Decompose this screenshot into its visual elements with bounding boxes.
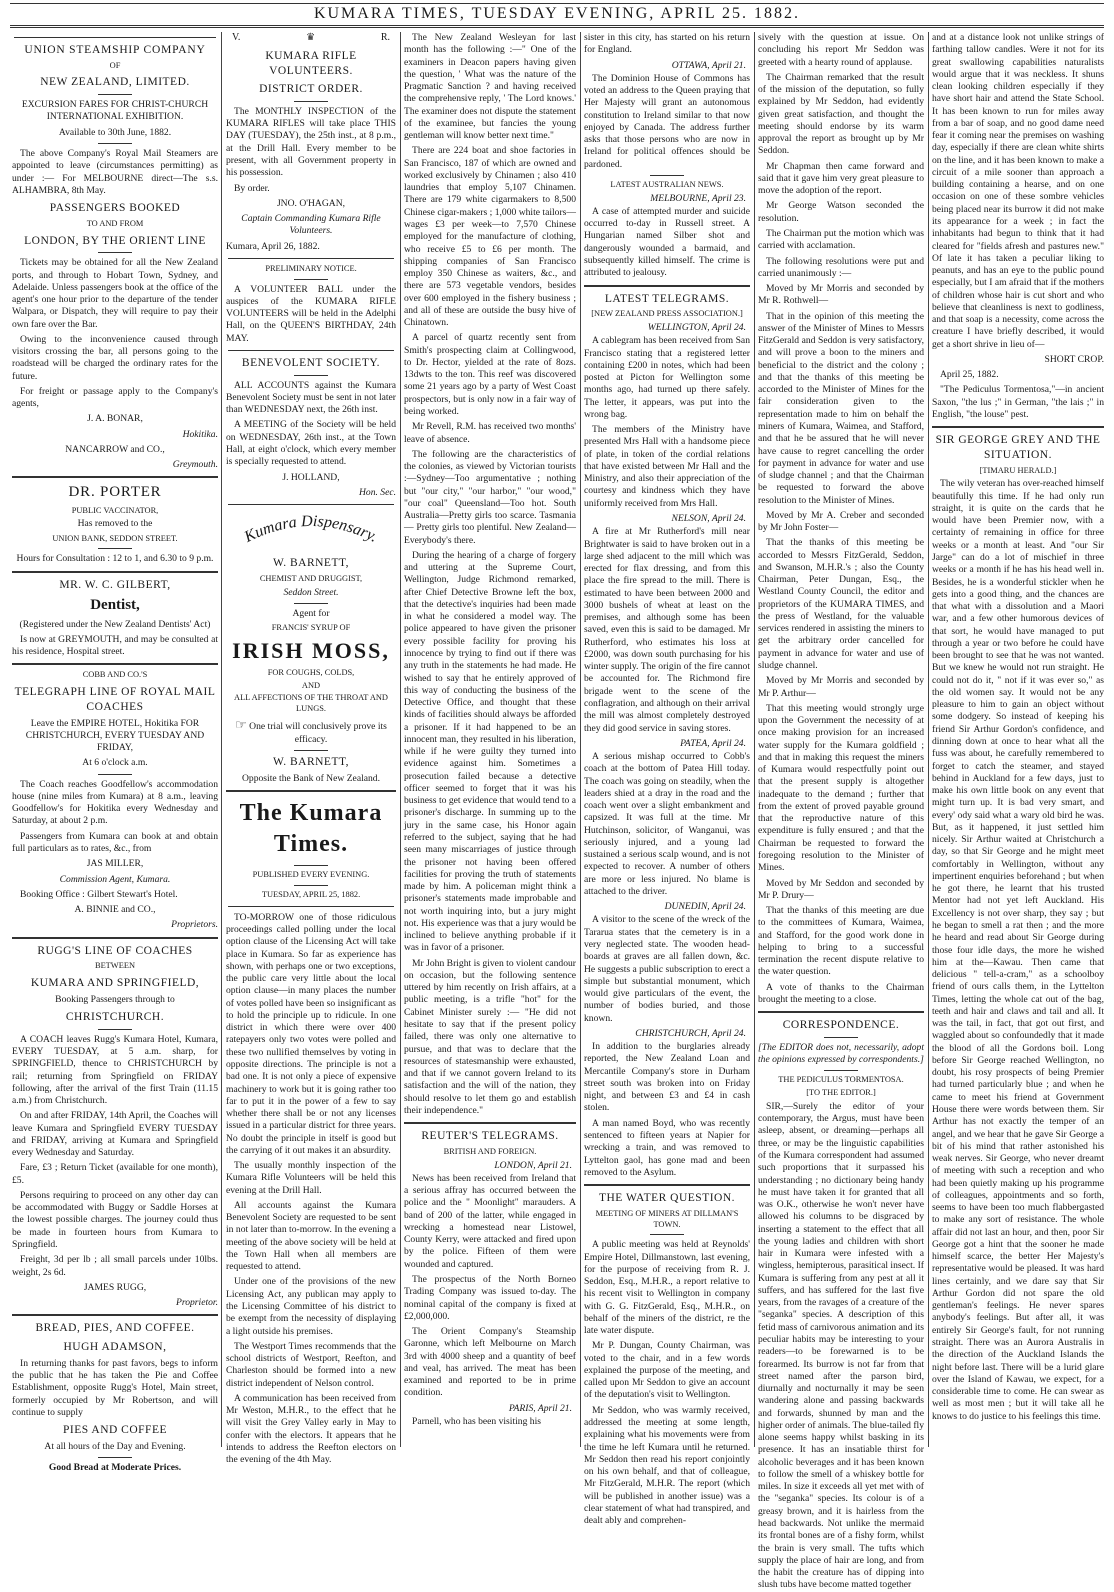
ad-union-steamship-of: OF bbox=[109, 60, 121, 70]
ad-cobb-miller: JAS MILLER, bbox=[86, 858, 144, 870]
ad-union-steamship-text: The above Company's Royal Mail Steamers are appointed to leave (circumstances permitting) as under :— For MELBOURNE direct—The s.s. ALHAMBRA, 8th May. bbox=[12, 147, 218, 196]
divider bbox=[294, 375, 328, 376]
news-patea-coach: A serious mishap occurred to Cobb's coach at the bottom of Patea Hill today. The coach was going on steadily, when the leaders shied at a dray in the road and the coach went over a slight embankment and capsized. It was full at the time. Mr Hutchinson, solicitor, of Wanganui, was seriously injured, and a young lad sustained a serious scalp wound, and is not expected to recover. A number of others are more or less injured. No blame is attached to the driver. bbox=[584, 751, 750, 897]
ad-cobb-time: At 6 o'clock a.m. bbox=[82, 757, 148, 769]
ad-excursion-available: Available to 30th June, 1882. bbox=[58, 126, 172, 138]
water-vote-thanks: A vote of thanks to the Chairman brought the meeting to a close. bbox=[758, 981, 924, 1005]
section-latest-telegrams: LATEST TELEGRAMS. bbox=[604, 292, 730, 305]
ad-union-steamship-nz: NEW ZEALAND, LIMITED. bbox=[40, 76, 190, 89]
news-nelson-fire: A fire at Mr Rutherford's mill near Brightwater is said to have broken out in a large shed adjacent to the mill which was erected for flax dressing, and from this place the fire spread to the mill. There is estimated to have been between 2000 and 3000 bushels of wheat at least on the premises, and although some has been saved, even this is said to be damaged. Mr Rutherford, who estimates his loss at £2000, was down south purchasing for his winter supply. The origin of the fire cannot be accounted for. The Richmond fire brigade went to the scene of the conflagration, and although on their arrival the mill was almost completely destroyed they did good service in saving stores. bbox=[584, 526, 750, 734]
letter-footnote: "The Pediculus Tormentosa,"—in ancient Saxon, "the lus ;" in German, "the lais ;" in English, "the louse" pest. bbox=[932, 384, 1104, 420]
column-1 bbox=[12, 32, 218, 1474]
divider bbox=[294, 750, 328, 751]
ad-to-and-from: TO AND FROM bbox=[86, 218, 144, 228]
ad-one-trial: One trial will conclusively prove its efficacy. bbox=[249, 720, 387, 745]
ad-porter-removed: Has removed to the bbox=[77, 518, 153, 530]
divider bbox=[228, 504, 394, 505]
ad-gilbert-title: MR. W. C. GILBERT, bbox=[59, 578, 171, 591]
ad-holland: J. HOLLAND, bbox=[282, 471, 340, 483]
ad-opposite-bank: Opposite the Bank of New Zealand. bbox=[241, 772, 380, 784]
ad-chemist: CHEMIST AND DRUGGIST, bbox=[259, 573, 363, 583]
ad-union-bank: UNION BANK, SEDDON STREET. bbox=[52, 533, 178, 543]
dateline-paris: PARIS, April 21. bbox=[508, 1402, 572, 1414]
divider bbox=[294, 101, 328, 102]
news-burglaries: In addition to the burglaries already reported, the New Zealand Loan and Mercantile Company's store in Durham street south was broken into on Friday night, and between £3 and £4 in cash stolen. bbox=[584, 1041, 750, 1114]
editorial-westport: The Westport Times recommends that the school districts of Westport, Reefton, and Charleston should be formed into a new district independent of Nelson control. bbox=[226, 1340, 396, 1389]
divider bbox=[584, 1184, 750, 1186]
news-cablegram: A cablegram has been received from San Francisco stating that a registered letter containing £200 in notes, which had been posted at Picton for Wellington some months ago, had turned up there safely. The letter, it appears, was put into the wrong bag. bbox=[584, 335, 750, 420]
dateline-melbourne: MELBOURNE, April 23. bbox=[650, 192, 746, 204]
section-latest-australian: LATEST AUSTRALIAN NEWS. bbox=[610, 179, 724, 189]
divider bbox=[98, 1029, 132, 1030]
letter-date: April 25, 1882. bbox=[940, 369, 999, 381]
dateline-wellington: WELLINGTON, April 24. bbox=[647, 322, 746, 333]
divider bbox=[650, 1234, 684, 1235]
water-resolution-4: That the thanks of this meeting are due to the committees of Kumara, Waimea, and Stafford, for the good work done in helping to bring to a successful termination the recent dispute relative to the water question. bbox=[758, 905, 924, 978]
news-revell: Mr Revell, R.M. has received two months' leave of absence. bbox=[404, 421, 576, 445]
crest-letter-r: R. bbox=[380, 32, 390, 43]
ad-rugg-christchurch: CHRISTCHURCH. bbox=[65, 1011, 165, 1024]
ad-barnett-2: W. BARNETT, bbox=[272, 755, 350, 768]
news-wesleyan: The New Zealand Wesleyan for last month has the following :—" One of the examiners in Deacon papers having given the question, ' What was the nature of the Pragmatic Sanction ? and having received the comprehensive reply, ' The Lord knows.' The examiner does not dispute the statement of the examinee, but fancies the young gentleman will know better next time." bbox=[404, 32, 576, 142]
ad-pies-coffee: PIES AND COFFEE bbox=[63, 1424, 167, 1437]
ad-passengers-booked: PASSENGERS BOOKED bbox=[49, 202, 181, 215]
ad-francis-syrup: FRANCIS' SYRUP OF bbox=[271, 623, 351, 633]
letter-signature: SHORT CROP. bbox=[1044, 353, 1104, 365]
divider bbox=[12, 476, 218, 478]
ad-dispensary-title: Kumara Dispensary. bbox=[241, 512, 381, 546]
ad-benevolent-title: BENEVOLENT SOCIETY. bbox=[241, 356, 381, 369]
ad-rugg-title: RUGG'S LINE OF COACHES bbox=[37, 944, 193, 957]
news-borneo: The prospectus of the North Borneo Trading Company was issued to-day. The nominal capital of the company is fixed at £2,000,000. bbox=[404, 1273, 576, 1322]
svg-text:Kumara Dispensary. bbox=[241, 513, 380, 546]
ad-affections: ALL AFFECTIONS OF THE THROAT AND LUNGS. bbox=[234, 693, 388, 714]
column-3 bbox=[404, 32, 576, 1447]
masthead bbox=[0, 0, 1114, 30]
ad-union-steamship-title: UNION STEAMSHIP COMPANY bbox=[24, 44, 206, 56]
ad-hon-sec: Hon. Sec. bbox=[358, 486, 396, 498]
news-boyd: A man named Boyd, who was recently sentenced to fifteen years at Napier for wrecking a train, and was removed to Lyttelton gaol, has gone mad and been removed to the Asylum. bbox=[584, 1117, 750, 1178]
ad-kumara-date: Kumara, April 26, 1882. bbox=[226, 240, 320, 252]
editorial-inspection: The usually monthly inspection of the Kumara Rifle Volunteers will be held this evening at the Drill Hall. bbox=[226, 1160, 396, 1196]
water-cont: sively with the question at issue. On concluding his report Mr Seddon was greeted with a hearty round of applause. bbox=[758, 32, 924, 68]
ad-agent-greymouth: Greymouth. bbox=[172, 459, 218, 471]
water-moved-morris: Moved by Mr Morris and seconded by Mr R. Rothwell— bbox=[758, 283, 924, 307]
editorial-weston: A communication has been received from Mr Weston, M.H.R., to the effect that he will visit the Grey Valley early in May to confer with the electors. It appears that he intends to address the Reefton electors on the evening of the 4th May. bbox=[226, 1392, 396, 1466]
sir-george-text: The wily veteran has over-reached himself beautifully this time. If he had only run straight, it is quite on the cards that he would have been Premier now, with a certainty of remaining in office for three weeks or a month at least. And "our Sir Jarge" can do a lot of mischief in three weeks or a month if he has his head well in. Besides, he is a wonderful stickler when he gets into a good thing, and the chances are that what with a dissolution and a Maori war, and a few other humorous devices of that sort, he would have managed to put through a year or two before he could have been brought to see that he was not wanted. But we knew he would not run straight. He could not do it, " not if it was ever so," as the old women say. It would not be any pleasure to him to gain an object without some dodgery. So instead of keeping his friend Sir Arthur Gordon's confidence, and dinning down at once to hear what all the fuss was about, he carefully remembered to forget to catch the steamer, and stayed behind in Auckland for a few days, just to make his own little book on any event that might turn up. It is bad very smart, and every' ody said what a wary old bird he was. But, as it happened, it just settled him nicely. Sir Arthur waited at Christchurch a day, so that Sir George and he might meet comfortably in Wellington, without any impertinent enquiries beforehand ; but when he got there, he learnt that his trusted Mentor had not yet left Auckland. His Excellency is not over sharp, they say ; but he began to smell a rat then ; and the more he heard and read about Sir George during those four idle days, the more he wished him at the—Kawau. Then came that delicious " tell-a-cram," as a schoolboy friend of ours calls them, in the Lyttelton Times, letting the whole cat out of the bag, teeth and hair and claws and tail and all. It was the tail, in fact, that got out first, and waggled about so confoundedly that it made the blood of all the Gordons boil. Long before Sir George reached Wellington, no doubt, his rosy prospects of being Premier had turned particularly blue ; and when he came to meet his friend at Government House there were words between them. Sir Arthur has not exactly the temper of an angel, and we hear that he gave Sir George a bit of his mind that rather astonished his weak nerves. Sir George, who never dreamt of meeting with such a reception and who had been quietly making up his programme of colleagues, appointments and so forth, seems to have been too much flabbergasted to make any sort of resistance. The whole affair did not last an hour, and then, poor Sir George got a hint that the sooner he made himself scarce, the better Her Majesty's representative would be pleased. It was hard lines certainly, and we dare say that Sir Arthur Gordon did not spare the old gentleman's feelings. He never spares anybody's feelings. But after all, it was entirely Sir George's fault, for not running straight. There was an Aurora Australis in the direction of the Auckland Islands the night before last. There will be a lurid glare over the Island of Kawau, we expect, for a considerable time to come. He can swear as well as most men ; but it will take all he knows to do justice to his feelings this time. bbox=[932, 478, 1104, 1422]
dateline-ottawa: OTTAWA, April 21. bbox=[671, 59, 746, 71]
ad-by-order: By order. bbox=[234, 182, 270, 194]
ad-rugg-text-3: Persons requiring to proceed on any other day can be accommodated with Buggy or Saddle Horses at the lowest possible charges. The journey could thus be made in fourteen hours from Kumara to Springfield. bbox=[12, 1189, 218, 1250]
ad-telegraph-line: TELEGRAPH LINE OF ROYAL MAIL COACHES bbox=[14, 686, 216, 713]
ad-and: AND bbox=[301, 680, 321, 690]
water-watson: Mr George Watson seconded the resolution. bbox=[758, 200, 924, 224]
divider bbox=[824, 1070, 858, 1071]
ad-rugg-fare: Fare, £3 ; Return Ticket (available for one month), £5. bbox=[12, 1162, 218, 1186]
editorial-local-option: TO-MORROW one of those ridiculous proceedings called polling under the local option clause of the Licensing Act will take place in Kumara. So far as experience has shown, with perhaps one or two exceptions, the public care very little about the local option clause—in many places the number of votes polled have been so insignificant as to hold the principle up to ridicule. In one district in which there were over 400 ratepayers only two votes were polled and these two nullified themselves by voting in opposite directions. The principle is not a bad one. It is not only a piece of expensive machinery to work but it is going rather too far to put it in the power of a few to say whether there shall be or not any licenses issued in a particular district for three years. No doubt the principle in itself is good but the carrying of it out makes it an absurdity. bbox=[226, 911, 396, 1156]
ad-rugg-route: KUMARA AND SPRINGFIELD, bbox=[30, 977, 200, 990]
ad-agent-nancarrow: NANCARROW and CO., bbox=[65, 443, 165, 455]
divider bbox=[294, 279, 328, 280]
ad-krv-text: The MONTHLY INSPECTION of the KUMARA RIFLES will take place THIS DAY (TUESDAY), the 25th inst., at 8 p.m., at the Drill Hall. Every member to be present, with all Government property in his possession. bbox=[226, 105, 396, 179]
timaru-herald: [TIMARU HERALD.] bbox=[979, 465, 1057, 475]
ad-agent-hokitika: Hokitika. bbox=[182, 428, 218, 440]
ad-ohagan: JNO. O'HAGAN, bbox=[276, 197, 346, 209]
ad-bar-text: Owing to the inconvenience caused through visitors crossing the bar, all persons going to the roadstead will be charged the ordinary rates for the future. bbox=[12, 333, 218, 382]
ad-excursion-heading: EXCURSION FARES FOR CHRIST-CHURCH INTERNATIONAL EXHIBITION. bbox=[21, 99, 209, 123]
divider bbox=[228, 906, 394, 907]
news-bright: Mr John Bright is given to violent candour on occasion, but the following sentence uttered by him recently on Irish affairs, at a public meeting, is a trifle "hot" for the Cabinet Minister surely :— "He did not hesitate to say that if the present policy failed, there was only one alternative to pursue, and that was to declare that the resources of statesmanship were exhausted, and that if we cannot govern Ireland to its satisfaction and the will of the nation, they should resolve to let them go and establish their independence." bbox=[404, 957, 576, 1116]
ad-preliminary-notice: PRELIMINARY NOTICE. bbox=[265, 263, 357, 273]
letter-to-editor: [TO THE EDITOR.] bbox=[806, 1088, 876, 1098]
dateline-nelson: NELSON, April 24. bbox=[671, 512, 746, 524]
divider bbox=[12, 1314, 218, 1316]
editorial-benevolent: All accounts against the Kumara Benevolent Society are requested to be sent in not later than to-morrow. In the evening a meeting of the above society will be held at the Town Hall when all members are requested to attend. bbox=[226, 1199, 396, 1273]
ad-krv-title: KUMARA RIFLE VOLUNTEERS. bbox=[265, 49, 357, 77]
ad-good-bread: Good Bread at Moderate Prices. bbox=[48, 1462, 182, 1474]
water-text-2: Mr P. Dungan, County Chairman, was voted to the chair, and in a few words explained the purpose of the meeting, and called upon Mr Seddon to give an account of the deputation's visit to Wellington. bbox=[584, 1340, 750, 1401]
ad-bread-text: In returning thanks for past favors, begs to inform the public that he has taken the Pie and Coffee Establishment, opposite Rugg's Hotel, Main street, formerly occupied by Mr Robertson, and will continue to supply bbox=[12, 1357, 218, 1418]
dispensary-arch-svg bbox=[226, 510, 396, 552]
ad-cobb-commission: Commission Agent, Kumara. bbox=[59, 873, 171, 885]
column-separator bbox=[400, 32, 401, 1447]
ad-vr-crest bbox=[232, 32, 390, 45]
ad-benevolent-text-2: A MEETING of the Society will be held on WEDNESDAY, 26th inst., at the Town Hall, at eight o'clock, which every member is specially requested to attend. bbox=[226, 419, 396, 468]
water-moved-morris-2: Moved by Mr Morris and seconded by Mr P. Arthur— bbox=[758, 675, 924, 699]
water-motion: The Chairman put the motion which was carried with acclamation. bbox=[758, 227, 924, 252]
ad-bread-title: BREAD, PIES, AND COFFEE. bbox=[35, 1322, 195, 1335]
letter-cont: and at a distance look not unlike strings of farthing tallow candles. Were it not for its great swallowing capabilities naturalists would argue that it was neckless. It shuns clean looking children especially if they have short hair and attend the State School. It has been known to run for miles away from a bar of soap, and no good dame need fear it coming near the premises on washing day, especially if there are clean white shirts on the line, and it has been known to make a circuit of a mile sooner than approach a building containing a hearse, and on one occasion on one of these sombre vehicles being placed near its burrow it did not make its appearance for a week ; in fact the inhabitants had begun to think that it had cleared for "fields afresh and pastures new." Of late it has taken a peculiar liking to peanuts, and has an eye to the public pound especially, but I am afraid that if the mothers of children whose hair is cut short and who believe that cleanliness is next to godliness, and that soap is a necessity, come across the creature I have briefly described, it would get a short shrive in lieu of— bbox=[932, 32, 1104, 350]
ad-rugg-between: BETWEEN bbox=[94, 961, 135, 971]
ad-cobb-passengers: Passengers from Kumara can book at and obtain full particulars as to rates, &c., from bbox=[12, 830, 218, 854]
news-san-francisco: There are 224 boat and shoe factories in San Francisco, 187 of which are owned and worked exclusively by Chinamen ; also 410 laundries that employ 5,107 Chinamen. There are 179 white cigarmakers to 8,500 Chinese cigar-makers ; 1,000 white tailors—wages £3 per week—to 7,570 Chinese employed for the manufacture of clothing, who receive £5 to £6 per month. The shipping companies of San Francisco employ 350 Chinese as waiters, &c., and there are 573 vegetable vendors, besides over 600 employed in the fishery business ; and all of these are outside the busy hive of Chinatown. bbox=[404, 145, 576, 329]
divider bbox=[12, 571, 218, 573]
column-6 bbox=[932, 32, 1104, 1447]
ad-cobb-binnie: A. BINNIE and CO., bbox=[74, 904, 156, 916]
ad-benevolent-text-1: ALL ACCOUNTS against the Kumara Benevolent Society must be sent in not later than WEDNESDAY next, the 26th inst. bbox=[226, 379, 396, 416]
news-parnell: Parnell, who has been visiting his bbox=[412, 1415, 541, 1427]
ad-irish-moss: IRISH MOSS, bbox=[232, 637, 390, 663]
divider bbox=[294, 603, 328, 604]
divider bbox=[228, 350, 394, 351]
divider bbox=[98, 774, 132, 775]
ad-volunteer-ball: A VOLUNTEER BALL under the auspices of the KUMARA RIFLE VOLUNTEERS will be held in the Adelphi Hall, on the QUEEN'S BIRTHDAY, 24th MAY. bbox=[226, 283, 396, 344]
water-text-3: Mr Seddon, who was warmly received, addressed the meeting at some length, explaining what his movements were from the time he left Kumara until he returned. Mr Seddon then read his report conjointly on his own behalf, and that of colleague, Mr FitzGerald, M.H.R. The report (which will be published in another issue) was a clear statement of what had transpired, and dealt ably and comprehen- bbox=[584, 1404, 750, 1527]
divider bbox=[228, 258, 394, 259]
dateline-london: LONDON, April 21. bbox=[494, 1159, 572, 1171]
ad-gilbert-registered: (Registered under the New Zealand Dentists' Act) bbox=[19, 618, 211, 630]
section-water-question: THE WATER QUESTION. bbox=[598, 1192, 736, 1205]
ad-one-trial-line bbox=[226, 717, 396, 746]
column-4 bbox=[584, 32, 750, 1527]
press-association: [NEW ZEALAND PRESS ASSOCIATION.] bbox=[591, 309, 743, 319]
ad-tickets-text: Tickets may be obtained for all the New Zealand ports, and through to Hobart Town, Sydney, and Adelaide. Unless passengers book at the office of the agent's one hour prior to the departure of the tender Walpara, or Dispatch, they will require to pay their own fare over the Bar. bbox=[12, 257, 218, 330]
dateline-christchurch: CHRISTCHURCH, April 24. bbox=[635, 1027, 746, 1039]
ad-all-hours: At all hours of the Day and Evening. bbox=[44, 1440, 186, 1452]
news-melbourne: A case of attempted murder and suicide occurred to-day in Russell street. A Hungarian named Silber shot and dangerously wounded a barmaid, and subsequently killed himself. The crime is attributed to jealousy. bbox=[584, 205, 750, 279]
divider bbox=[758, 1011, 924, 1013]
section-correspondence: CORRESPONDENCE. bbox=[782, 1019, 900, 1032]
news-parnell-cont: sister in this city, has started on his return for England. bbox=[584, 32, 750, 56]
divider bbox=[404, 1122, 576, 1124]
crest-letter-v: V. bbox=[232, 32, 241, 43]
ad-rugg-freight: Freight, 3d per lb ; all small parcels under 10lbs. weight, 2s 6d. bbox=[12, 1254, 218, 1278]
paper-nameplate: The Kumara Times. bbox=[239, 799, 383, 857]
divider bbox=[824, 1037, 858, 1038]
editorial-licensing: Under one of the provisions of the new Licensing Act, any publican may apply to the Licensing Committee of his district to be exempt from the necessity of displaying a light outside his premises. bbox=[226, 1276, 396, 1337]
ad-london-orient: LONDON, BY THE ORIENT LINE bbox=[24, 234, 206, 247]
ad-freight-text: For freight or passage apply to the Company's agents, bbox=[12, 385, 218, 410]
ad-rugg-booking: Booking Passengers through to bbox=[55, 993, 175, 1005]
water-resolution-3: That this meeting would strongly urge upon the Government the necessity of at once making provision for an increased water supply for the Kumara goldfield ; and that in making this request the miners of Kumara would respectfully point out that the present supply is altogether inadequate to the demand ; further that from the extent of proved payable ground that the reproductive nature of this expenditure is fully ensured ; and that the Chairman be requested to forward the foregoing resolution to the Minister of Mines. bbox=[758, 702, 924, 874]
masthead-rule-bottom bbox=[10, 25, 1104, 28]
news-garonne: The Orient Company's Steamship Garonne, which left Melbourne on March 3rd with 4000 sheep and a quantity of beef and veal, has arrived. The meat has been examined and reported to be in prime condition. bbox=[404, 1326, 576, 1399]
news-ireland: News has been received from Ireland that a serious affray has occurred between the police and the " Moonlight" marauders. A band of 200 of the latter, while engaged in wrecking a homestead near Listowel, County Kerry, were attacked and fired upon by the police. Fifteen of them were wounded and captured. bbox=[404, 1172, 576, 1270]
dateline-dunedin: DUNEDIN, April 24. bbox=[664, 901, 746, 913]
ad-cobb-proprietors: Proprietors. bbox=[171, 919, 218, 931]
divider bbox=[98, 252, 132, 253]
divider bbox=[98, 94, 132, 95]
divider bbox=[584, 285, 750, 287]
column-5 bbox=[758, 32, 924, 1591]
ad-barnett: W. BARNETT, bbox=[272, 557, 350, 570]
column-separator bbox=[754, 32, 755, 1447]
section-sir-george-grey: SIR GEORGE GREY AND THE SITUATION. bbox=[935, 434, 1101, 461]
ad-coughs: FOR COUGHS, COLDS, bbox=[267, 667, 355, 677]
ad-agent-bonar: J. A. BONAR, bbox=[87, 413, 143, 425]
divider bbox=[294, 885, 328, 886]
water-resolution-1: That in the opinion of this meeting the answer of the Minister of Mines to Messrs FitzGerald and Seddon is very satisfactory, and will prove a boon to the miners and beneficial to the district and the colony ; and that the thanks of this meeting be accorded to the Minister of Mines for the fair consideration given to the representation made to him on behalf the miners of Kumara, Waimea, and Stafford, and that he be assured that he will never have cause to regret cancelling the order for payment in advance for water and use of sludge channel ; and that the Chairman be requested to forward the above resolution to the Minister of Mines. bbox=[758, 310, 924, 506]
column-separator bbox=[580, 32, 581, 1447]
ad-public-vaccinator: PUBLIC VACCINATOR, bbox=[71, 505, 159, 515]
column-separator bbox=[928, 32, 929, 1447]
ad-agent-for: Agent for bbox=[292, 607, 330, 619]
ad-rugg-text-1: A COACH leaves Rugg's Kumara Hotel, Kumara, EVERY TUESDAY, at 5 a.m. sharp, for SPRINGFIELD, thence to CHRISTCHURCH by rail; returning from Springfield on FRIDAY following, after the arrival of the first Train (11.15 a.m.) from Christchurch. bbox=[12, 1033, 218, 1107]
section-british-foreign: BRITISH AND FOREIGN. bbox=[443, 1146, 537, 1156]
divider bbox=[98, 548, 132, 549]
ad-seddon-street: Seddon Street. bbox=[283, 586, 339, 598]
crown-icon: ♛ bbox=[306, 32, 316, 43]
water-chapman: Mr Chapman then came forward and said that it gave him very great pleasure to move the adoption of the report. bbox=[758, 160, 924, 197]
news-dominion: The Dominion House of Commons has voted an address to the Queen praying that Her Majesty will grant an autonomous constitution to Ireland similar to that now enjoyed by Canada. The address further asks that those persons who are now in Ireland for political offences should be pardoned. bbox=[584, 72, 750, 170]
ad-district-order: DISTRICT ORDER. bbox=[259, 83, 363, 96]
correspondence-disclaimer: [The EDITOR does not, necessarily, adopt the opinions expressed by correspondents.] bbox=[758, 1041, 924, 1066]
ad-gilbert-text: Is now at GREYMOUTH, and may be consulted at his residence, Hospital street. bbox=[12, 633, 218, 658]
ad-dispensary-arch bbox=[226, 510, 396, 552]
ad-dr-porter-title: DR. PORTER bbox=[68, 484, 162, 501]
dateline-patea: PATEA, April 24. bbox=[680, 737, 746, 749]
ad-cobb-title: COBB AND CO.'S bbox=[82, 670, 148, 680]
divider bbox=[98, 143, 132, 144]
divider bbox=[932, 426, 1104, 428]
pointing-hand-icon: ☞ bbox=[235, 716, 247, 732]
water-moved-creber: Moved by Mr A. Creber and seconded by Mr John Foster— bbox=[758, 509, 924, 534]
divider bbox=[12, 937, 218, 939]
divider bbox=[12, 663, 218, 665]
masthead-title: KUMARA TIMES, TUESDAY EVENING, APRIL 25. 1882. bbox=[313, 5, 801, 22]
section-reuters: REUTER'S TELEGRAMS. bbox=[421, 1130, 559, 1143]
masthead-rule-top bbox=[10, 3, 1104, 4]
news-forgery: During the hearing of a charge of forgery and uttering at the Supreme Court, Wellington, Judge Richmond remarked, after Chief Detective Browne left the box, that the detective's inquiries had been made in what he considered a model way. The police appeared to have given the prisoner every possible facility for proving his innocence by trying to find out if there was any truth in the statements he had made. He wished to say that he entirely approved of this way of conducting the business of the Detective Office, and thought that these kinds of facilities should always be afforded a prisoner. If it had happened to be an innocent man, they resulted in his liberation, while if he were guilty they turned into evidence against him. Sometimes a prosecution failed because a detective officer seemed to forget that it was his business to get evidence that would tend to a prisoner's discharge. In summing up to the jury in the same case, his Honor again referred to the subject, saying that he had seen many miscarriages of justice through the prisoner not having been offered facilities for proving the truth of statements made by him. A policeman might think a prisoner's statements made improbable and not worth inquiring into, but a jury might not. His experience was that a jury would be inclined to believe anything probable if it was in favor of a prisoner. bbox=[404, 549, 576, 954]
divider bbox=[294, 865, 328, 866]
ad-captain: Captain Commanding Kumara Rifle Volunteers. bbox=[241, 213, 381, 237]
published-every-evening: PUBLISHED EVERY EVENING. bbox=[252, 870, 370, 880]
letter-title: THE PEDICULUS TORMENTOSA. bbox=[778, 1075, 904, 1085]
column-2 bbox=[226, 32, 396, 1466]
news-mrs-hall: The members of the Ministry have presented Mrs Hall with a handsome piece of plate, in token of the cordial relations that have existed between Mr Hall and the Ministry, and also their appreciation of the courtesy and kindness which they have uniformly received from Mrs Hall. bbox=[584, 424, 750, 509]
divider bbox=[226, 790, 396, 792]
column-separator bbox=[221, 32, 222, 1447]
news-quartz: A parcel of quartz recently sent from Smith's prospecting claim at Collingwood, to Dr. Hector, yielded at the rate of 8ozs. 13dwts to the ton. This reef was discovered some 21 years ago by a party of West Coast prospectors, but is only now in a fair way of being worked. bbox=[404, 332, 576, 417]
ad-cobb-booking: Booking Office : Gilbert Stewart's Hotel. bbox=[20, 888, 178, 900]
ad-porter-hours: Hours for Consultation : 12 to 1, and 6.30 to 9 p.m. bbox=[16, 553, 214, 565]
issue-date: TUESDAY, APRIL 25, 1882. bbox=[261, 890, 361, 900]
divider bbox=[14, 37, 216, 38]
meeting-of-miners: MEETING OF MINERS AT DILLMAN'S TOWN. bbox=[595, 1208, 739, 1229]
ad-adamson: HUGH ADAMSON, bbox=[63, 1341, 167, 1354]
water-chairman: The Chairman remarked that the result of the mission of the deputation, so fully explained by Mr Seddon, had evidently given great satisfaction, and thought the meeting should endorse by its warm approval the report as brought up by Mr Seddon. bbox=[758, 71, 924, 157]
water-text-1: A public meeting was held at Reynolds' Empire Hotel, Dillmanstown, last evening, for the purpose of receiving from R. J. Seddon, Esq., M.H.R., a report relative to his recent visit to Wellington in company with G. G. FitzGerald, Esq., M.H.R., on behalf of the miners of the district, re the late water dispute. bbox=[584, 1239, 750, 1337]
water-resolution-2: That the thanks of this meeting be accorded to Messrs FitzGerald, Seddon, and Swanson, M.H.R.'s ; also the County Chairman, Peter Dungan, Esq., the Westland County Council, the editor and proprietors of the KUMARA TIMES, and the press of Westland, for the valuable services rendered in assisting the miners to get the arbitrary order cancelled for payment in advance for water and use of sludge channel. bbox=[758, 537, 924, 672]
ad-rugg-proprietor: Proprietor. bbox=[175, 1297, 218, 1309]
ad-rugg-text-2: On and after FRIDAY, 14th April, the Coaches will leave Kumara and Springfield EVERY TUESDAY and FRIDAY, arriving at Kumara and Springfield every Wednesday and Saturday. bbox=[12, 1110, 218, 1159]
ad-cobb-leave: Leave the EMPIRE HOTEL, Hokitika FOR CHRISTCHURCH, EVERY TUESDAY AND FRIDAY, bbox=[25, 717, 205, 754]
water-resolutions: The following resolutions were put and carried unanimously :— bbox=[758, 255, 924, 279]
news-colonies: The following are the characteristics of the colonies, as viewed by Victorian tourists :—Sydney—Too argumentative ; nothing but "our city," "our harbor," "our wood," "our coal" Queensland—Too hot. South Australia—Pretty girls too scarce. Tasmania — Pretty girls too plentiful. New Zealand—Everybody's there. bbox=[404, 448, 576, 546]
divider bbox=[650, 175, 684, 176]
divider bbox=[98, 1457, 132, 1458]
water-moved-seddon: Moved by Mr Seddon and seconded by Mr P. Drury— bbox=[758, 877, 924, 901]
ad-gilbert-dentist: Dentist, bbox=[90, 597, 140, 614]
ad-rugg-name: JAMES RUGG, bbox=[83, 1281, 147, 1293]
letter-text: SIR,—Surely the editor of your contemporary, the Argus, must have been asleep, absent, or dreaming—perhaps all three, or may be the linguistic capabilities of the Kumara correspondent had assumed such proportions that it surpassed his understanding ; no dictionary being handy he must have taken it for granted that all was O.K., otherwise he won't never have allowed his columns to be disgraced by inserting a statement to the effect that all the young ladies and children with short hair in Kumara were infested with a wingless, hemipterous, parasitical insect. If Kumara is suffering from any pest at all it suffers, and has suffered for the last five years, from the ravages of a creature of the "seganka" species. A description of this fetid mass of carnivorous animation and its peculiar habits may be interesting to your readers—to be forewarned is to be forearmed. Its burrow is not far from that street named after the parson bird, diurnally and nocturnally it may be seen wandering alone and passing backwards and forwards, shunned by man and the higher order of animals. The blue-tailed fly alone seems happy whilst basking in its presence. It has an insatiable thirst for alcoholic beverages and it has been known to follow the smell of a whiskey bottle for miles. In size it exceeds all yet met with of the "seganka" species. Its colour is of a greasy brown, and it is hairless from the head backwards. Not unlike the mermaid its frontal bones are of a fishy form, whilst the brain is very small. The tufts which supply the place of hair are long, and from the habit the creature has of dipping into slush tubs have become matted together bbox=[758, 1100, 924, 1591]
ad-cobb-text: The Coach reaches Goodfellow's accommodation house (nine miles from Kumara) at 8 a.m., leaving Goodfellow's for Hokitika every Wednesday and Saturday, at about 2 p.m. bbox=[12, 778, 218, 827]
news-tararua: A visitor to the scene of the wreck of the Tararua states that the cemetery is in a very neglected state. The wooden head-boards at graves are all fallen down, &c. He suggests a public subscription to erect a simple but substantial monument, which would give particulars of the event, the number of bodies buried, and those known. bbox=[584, 914, 750, 1024]
